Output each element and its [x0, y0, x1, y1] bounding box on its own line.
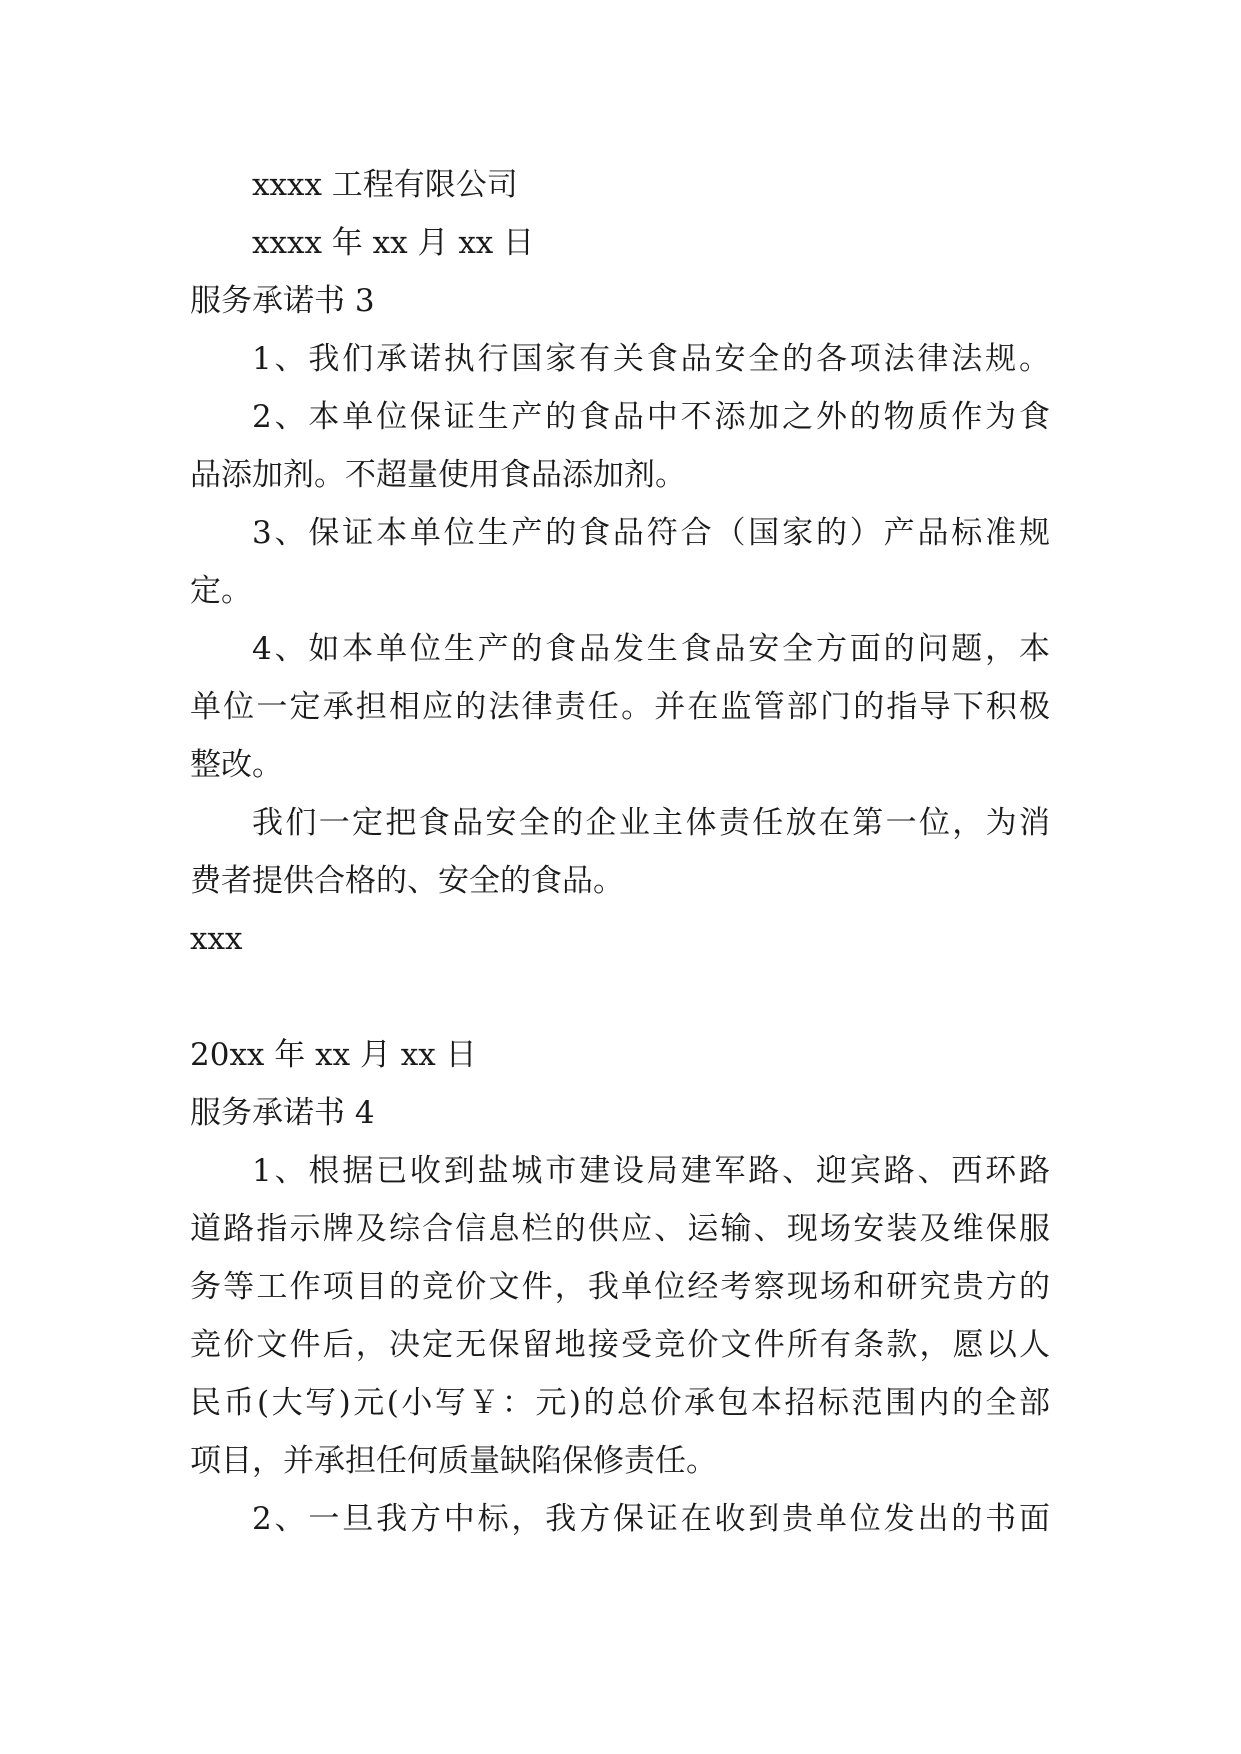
- section-title-3: 服务承诺书 3: [190, 283, 375, 319]
- section-title-4: 服务承诺书 4: [190, 1095, 375, 1131]
- paragraph-line: 2、一旦我方中标，我方保证在收到贵单位发出的书面: [252, 1501, 1050, 1537]
- paragraph-line: 道路指示牌及综合信息栏的供应、运输、现场安装及维保服: [190, 1211, 1050, 1247]
- paragraph-line: 品添加剂。不超量使用食品添加剂。: [190, 457, 686, 493]
- company-signature: xxxx 工程有限公司: [252, 167, 518, 203]
- paragraph-line: 4、如本单位生产的食品发生食品安全方面的问题，本: [252, 631, 1050, 667]
- letter-date: 20xx 年 xx 月 xx 日: [190, 1037, 477, 1073]
- signer-name: xxx: [190, 921, 243, 957]
- paragraph-line: 整改。: [190, 747, 283, 783]
- paragraph-line: 务等工作项目的竞价文件，我单位经考察现场和研究贵方的: [190, 1269, 1050, 1305]
- paragraph-line: 1、根据已收到盐城市建设局建军路、迎宾路、西环路: [252, 1153, 1050, 1189]
- paragraph-line: 费者提供合格的、安全的食品。: [190, 863, 624, 899]
- paragraph-line: 我们一定把食品安全的企业主体责任放在第一位，为消: [252, 805, 1050, 841]
- paragraph-line: 1、我们承诺执行国家有关食品安全的各项法律法规。: [252, 341, 1050, 377]
- paragraph-line: 3、保证本单位生产的食品符合（国家的）产品标准规: [252, 515, 1050, 551]
- paragraph-line: 项目，并承担任何质量缺陷保修责任。: [190, 1443, 717, 1479]
- paragraph-line: 定。: [190, 573, 252, 609]
- signature-date: xxxx 年 xx 月 xx 日: [252, 225, 535, 261]
- paragraph-line: 竞价文件后，决定无保留地接受竞价文件所有条款，愿以人: [190, 1327, 1050, 1363]
- paragraph-line: 2、本单位保证生产的食品中不添加之外的物质作为食: [252, 399, 1050, 435]
- paragraph-line: 单位一定承担相应的法律责任。并在监管部门的指导下积极: [190, 689, 1050, 725]
- paragraph-line: 民币(大写)元(小写￥：元)的总价承包本招标范围内的全部: [190, 1385, 1050, 1421]
